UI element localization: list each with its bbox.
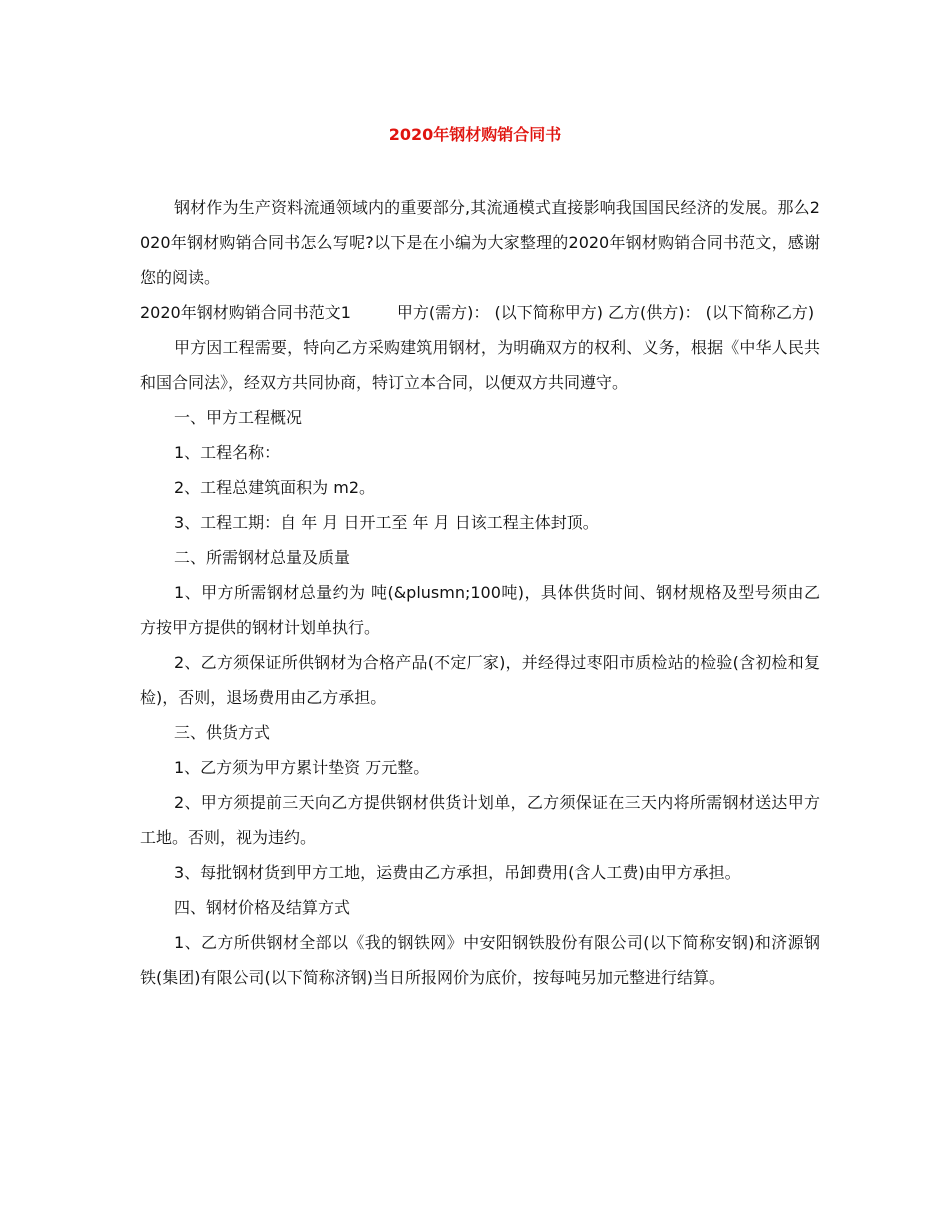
parties-text: 甲方(需方)： (以下简称甲方) 乙方(供方)： (以下简称乙方) xyxy=(396,303,815,322)
clause-item: 2、工程总建筑面积为 m2。 xyxy=(174,478,376,497)
document-body xyxy=(140,190,820,995)
intro-paragraph: 钢材作为生产资料流通领域内的重要部分,其流通模式直接影响我国国民经济的发展。那么2020年钢材购销合同书怎么写呢?以下是在小编为大家整理的2020年钢材购销合同书范文，感谢您的阅读。 xyxy=(140,198,820,287)
document-title: 2020年钢材购销合同书 xyxy=(388,125,562,144)
clause-item: 2、甲方须提前三天向乙方提供钢材供货计划单，乙方须保证在三天内将所需钢材送达甲方工地。否则，视为违约。 xyxy=(140,793,820,847)
clause-item: 1、乙方须为甲方累计垫资 万元整。 xyxy=(174,758,430,777)
section-heading: 一、甲方工程概况 xyxy=(174,408,303,427)
sample-heading: 2020年钢材购销合同书范文1 xyxy=(140,303,351,322)
preamble-paragraph: 甲方因工程需要，特向乙方采购建筑用钢材，为明确双方的权利、义务，根据《中华人民共和国合同法》，经双方共同协商，特订立本合同，以便双方共同遵守。 xyxy=(140,338,820,392)
clause-item: 1、乙方所供钢材全部以《我的钢铁网》中安阳钢铁股份有限公司(以下简称安钢)和济源钢铁(集团)有限公司(以下简称济钢)当日所报网价为底价，按每吨另加元整进行结算。 xyxy=(140,933,820,987)
section-heading: 四、钢材价格及结算方式 xyxy=(174,898,351,917)
clause-item: 3、每批钢材货到甲方工地，运费由乙方承担，吊卸费用(含人工费)由甲方承担。 xyxy=(174,863,741,882)
clause-item: 2、乙方须保证所供钢材为合格产品(不定厂家)，并经得过枣阳市质检站的检验(含初检和复检)，否则，退场费用由乙方承担。 xyxy=(140,653,820,707)
clause-item: 1、工程名称： xyxy=(174,443,281,462)
clause-item: 1、甲方所需钢材总量约为 吨(&plusmn;100吨)，具体供货时间、钢材规格及型号须由乙方按甲方提供的钢材计划单执行。 xyxy=(140,583,820,637)
section-heading: 三、供货方式 xyxy=(174,723,271,742)
sample-heading-line xyxy=(140,295,820,330)
section-heading: 二、所需钢材总量及质量 xyxy=(174,548,351,567)
clause-item: 3、工程工期：自 年 月 日开工至 年 月 日该工程主体封顶。 xyxy=(174,513,599,532)
